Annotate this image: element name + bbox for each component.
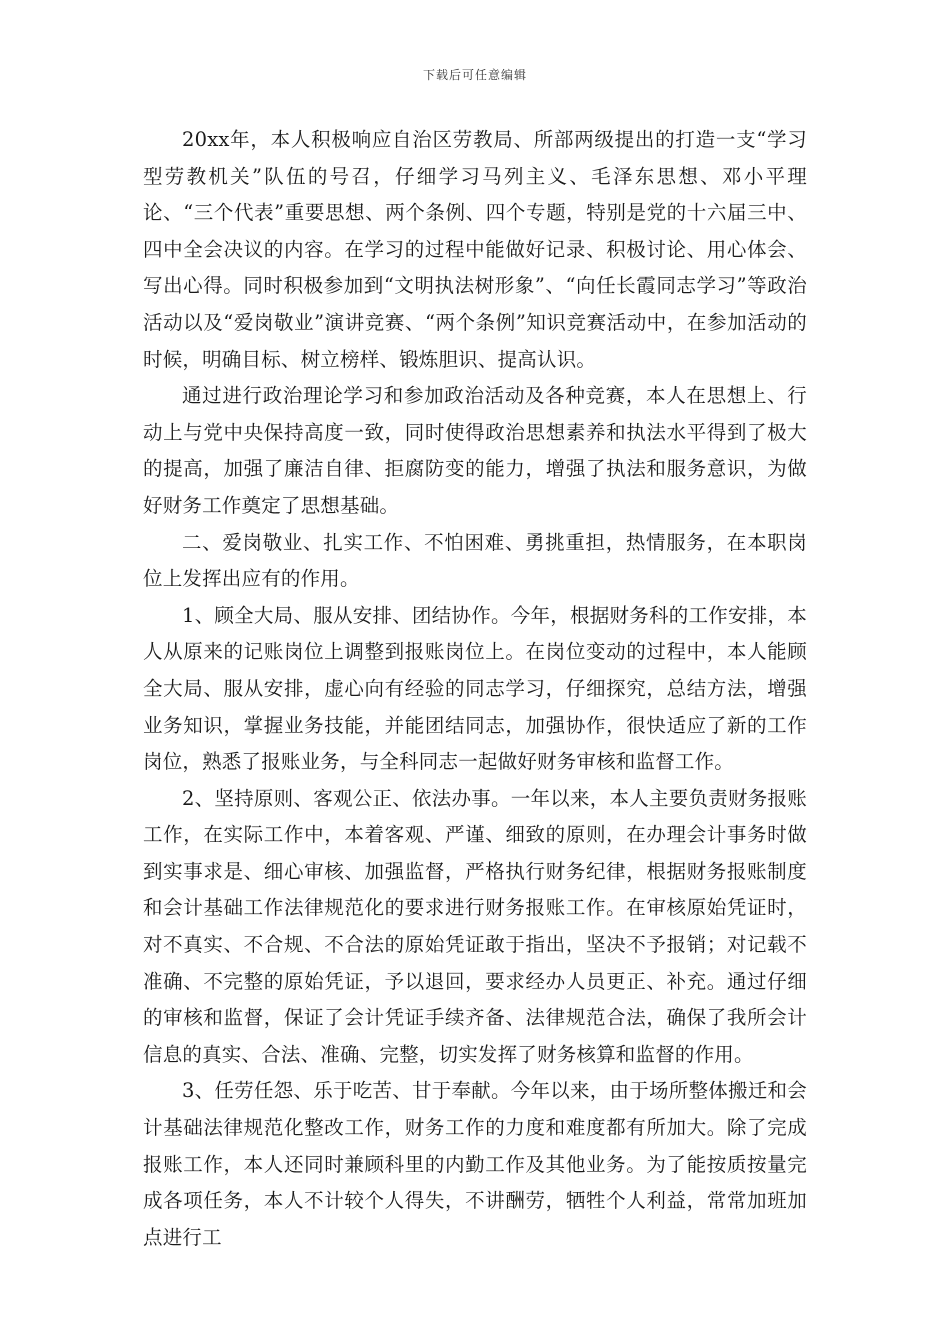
- paragraph-item-one: 1、顾全大局、服从安排、团结协作。今年，根据财务科的工作安排，本人从原来的记账岗位上调整到报账岗位上。在岗位变动的过程中，本人能顾全大局、服从安排，虚心向有经验的同志学习，仔细探究，总结方法，增强业务知识，掌握业务技能，并能团结同志，加强协作，很快适应了新的工作岗位，熟悉了报账业务，与全科同志一起做好财务审核和监督工作。: [143, 603, 807, 774]
- header-note: 下载后可任意编辑: [422, 68, 527, 82]
- paragraph-political-effect: 通过进行政治理论学习和参加政治活动及各种竞赛，本人在思想上、行动上与党中央保持高度一致，同时使得政治思想素养和执法水平得到了极大的提高，加强了廉洁自律、拒腐防变的能力，增强了执法和服务意识，为做好财务工作奠定了思想基础。: [143, 384, 807, 517]
- document-body: [143, 122, 807, 1256]
- paragraph-study: 20xx年，本人积极响应自治区劳教局、所部两级提出的打造一支“学习型劳教机关”队伍的号召，仔细学习马列主义、毛泽东思想、邓小平理论、“三个代表”重要思想、两个条例、四个专题，特别是党的十六届三中、四中全会决议的内容。在学习的过程中能做好记录、积极讨论、用心体会、写出心得。同时积极参加到“文明执法树形象”、“向任长霞同志学习”等政治活动以及“爱岗敬业”演讲竞赛、“两个条例”知识竞赛活动中，在参加活动的时候，明确目标、树立榜样、锻炼胆识、提高认识。: [143, 128, 807, 371]
- paragraph-section-two-heading: 二、爱岗敬业、扎实工作、不怕困难、勇挑重担，热情服务，在本职岗位上发挥出应有的作用。: [143, 530, 807, 591]
- paragraph-item-two: 2、坚持原则、客观公正、依法办事。一年以来，本人主要负责财务报账工作，在实际工作中，本着客观、严谨、细致的原则，在办理会计事务时做到实事求是、细心审核、加强监督，严格执行财务纪律，根据财务报账制度和会计基础工作法律规范化的要求进行财务报账工作。在审核原始凭证时，对不真实、不合规、不合法的原始凭证敢于指出，坚决不予报销；对记载不准确、不完整的原始凭证，予以退回，要求经办人员更正、补充。通过仔细的审核和监督，保证了会计凭证手续齐备、法律规范合法，确保了我所会计信息的真实、合法、准确、完整，切实发挥了财务核算和监督的作用。: [143, 786, 807, 1066]
- paragraph-item-three: 3、任劳任怨、乐于吃苦、甘于奉献。今年以来，由于场所整体搬迁和会计基础法律规范化整改工作，财务工作的力度和难度都有所加大。除了完成报账工作，本人还同时兼顾科里的内勤工作及其他业务。为了能按质按量完成各项任务，本人不计较个人得失，不讲酬劳，牺牲个人利益，常常加班加点进行工: [143, 1079, 807, 1249]
